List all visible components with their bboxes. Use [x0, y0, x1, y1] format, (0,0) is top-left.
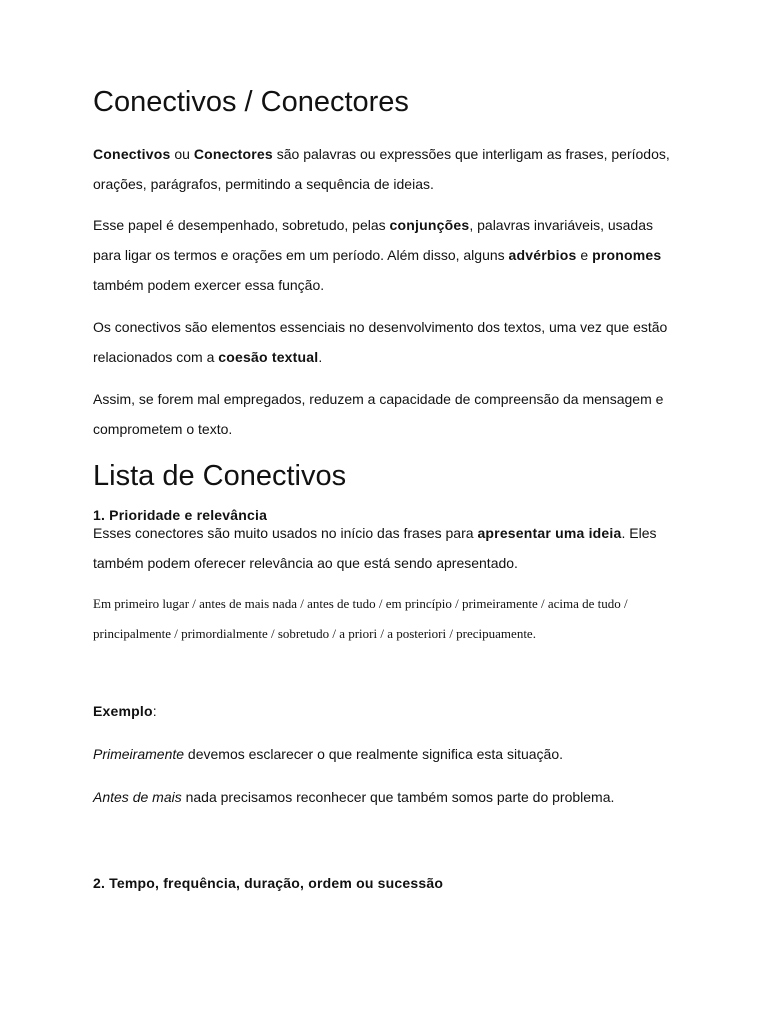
example-sentence-2 — [93, 782, 683, 812]
text-run: Assim, se forem mal empregados, reduzem a capacidade de compreensão da mensagem e comprometem o texto. — [93, 391, 664, 437]
text-run: nada precisamos reconhecer que também somos parte do problema. — [181, 789, 615, 805]
bold-term: apresentar uma ideia — [477, 525, 622, 541]
example-label — [93, 696, 683, 726]
text-run: . Eles também podem oferecer relevância ao que está sendo apresentado. — [93, 525, 657, 571]
bold-term: Conectivos — [93, 146, 171, 162]
text-run: , palavras invariáveis, usadas para ligar os termos e orações em um período. Além disso, alguns — [93, 217, 653, 263]
bold-term: conjunções — [389, 217, 470, 233]
text-run: . — [318, 349, 323, 365]
section-heading-lista: Lista de Conectivos — [93, 460, 347, 492]
intro-paragraph-3 — [93, 312, 683, 372]
text-run: também podem exercer essa função. — [93, 277, 325, 293]
text-run: Os conectivos são elementos essenciais no desenvolvimento dos textos, uma vez que estão relacionados com a — [93, 319, 668, 365]
section1-description — [93, 518, 683, 578]
text-run: devemos esclarecer o que realmente significa esta situação. — [184, 746, 564, 762]
text-run: Esse papel é desempenhado, sobretudo, pelas — [93, 217, 390, 233]
text-run: : — [152, 703, 157, 719]
subheading-text: 2. Tempo, frequência, duração, ordem ou sucessão — [93, 875, 444, 891]
subheading-text: 1. Prioridade e relevância — [93, 507, 268, 523]
subheading-tempo — [93, 874, 683, 892]
text-run: Esses conectores são muito usados no início das frases para — [93, 525, 478, 541]
example-sentence-1 — [93, 739, 683, 769]
text-run: ou — [170, 146, 194, 162]
italic-term: Antes de mais — [93, 789, 182, 805]
intro-paragraph-4 — [93, 384, 683, 444]
bold-term: pronomes — [592, 247, 662, 263]
italic-term: Primeiramente — [93, 746, 185, 762]
bold-term: Conectores — [193, 146, 273, 162]
connector-list-text: Em primeiro lugar / antes de mais nada / antes de tudo / em princípio / primeiramente / acima de tudo / principalmente / primordialmente / sobretudo / a priori / a posteriori / precipuamente. — [93, 596, 628, 641]
example-label-text: Exemplo — [93, 703, 153, 719]
text-run: são palavras ou expressões que interligam as frases, períodos, orações, parágrafos, permitindo a sequência de ideias. — [93, 146, 670, 192]
text-run: e — [576, 247, 593, 263]
intro-paragraph-1 — [93, 139, 683, 199]
intro-paragraph-2 — [93, 210, 683, 300]
bold-term: coesão textual — [218, 349, 319, 365]
page-title: Conectivos / Conectores — [93, 86, 409, 118]
connector-list — [93, 589, 683, 649]
bold-term: advérbios — [508, 247, 577, 263]
